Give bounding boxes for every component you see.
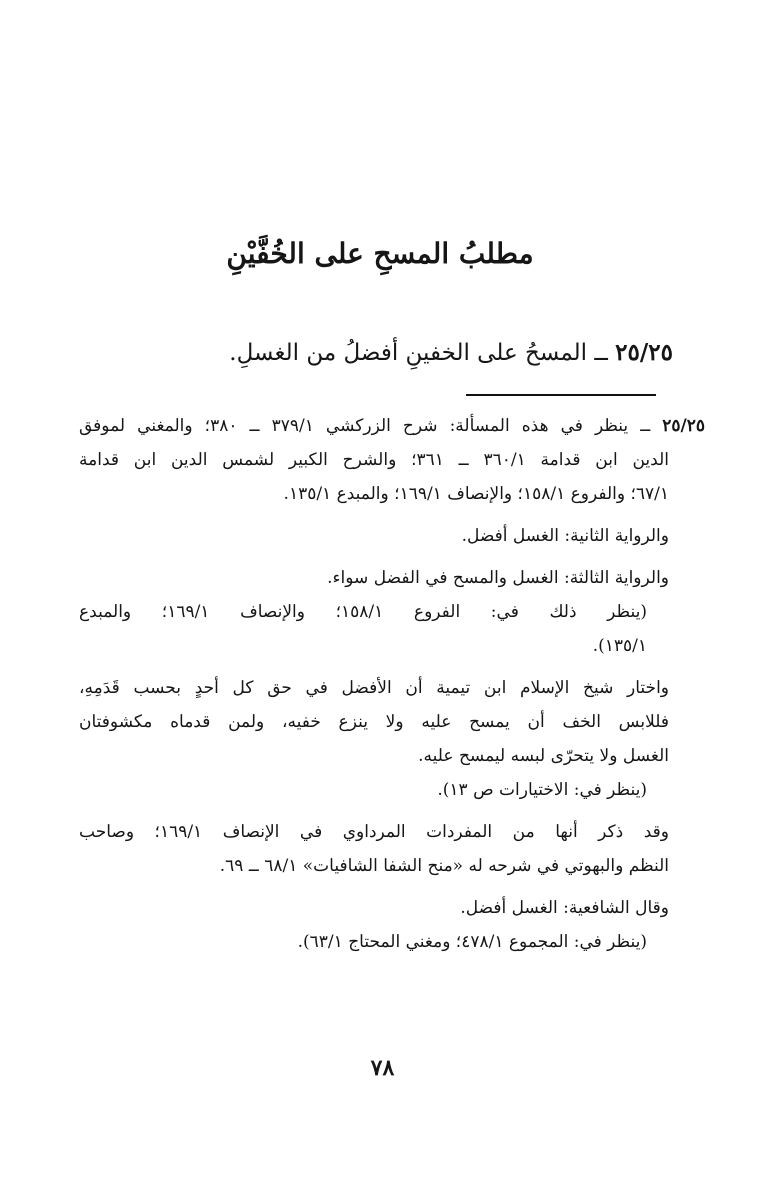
footnote-marker: ٢٥/٢٥ [662, 416, 706, 436]
main-ruling [73, 329, 673, 377]
main-ruling-text: المسحُ على الخفينِ أفضلُ من الغسلِ. [229, 340, 588, 366]
paragraph-line: فللابس الخف أن يمسح عليه ولا ينزع خفيه، ولمن قدماه مكشوفتان [79, 712, 669, 732]
main-ruling-number: ٢٥/٢٥ [615, 339, 673, 366]
main-ruling-dash: ــ [594, 340, 608, 366]
paragraph-narration-three [79, 561, 669, 595]
paragraph-line: (ينظر في: الاختيارات ص ١٣). [437, 780, 647, 800]
paragraph-mardawi [79, 815, 669, 883]
paragraph-shafiiyya [79, 891, 669, 959]
paragraph-line: وقد ذكر أنها من المفردات المرداوي في الإنصاف ١٦٩/١؛ وصاحب [79, 822, 669, 842]
paragraph-line: والرواية الثانية: الغسل أفضل. [461, 526, 669, 546]
footnote-separator [466, 394, 656, 396]
footnote-line-1 [79, 409, 705, 443]
footnote-line-3: ٦٧/١؛ والفروع ١٥٨/١؛ والإنصاف ١٦٩/١؛ والمبدع ١٣٥/١. [283, 484, 669, 504]
footnote-dash: ــ [640, 416, 651, 436]
footnote-block [79, 409, 706, 959]
page-number: ٧٨ [370, 1055, 395, 1081]
section-title: مطلبُ المسحِ على الخُفَّيْنِ [226, 237, 534, 270]
footnote-text-1: ينظر في هذه المسألة: شرح الزركشي ٣٧٩/١ ــ ٣٨٠؛ والمغني لموفق [79, 416, 629, 436]
paragraph-line: والرواية الثالثة: الغسل والمسح في الفضل سواء. [327, 568, 669, 588]
paragraph-line: واختار شيخ الإسلام ابن تيمية أن الأفضل في حق كل أحدٍ بحسب قَدَمِهِ، [79, 678, 669, 698]
paragraph-line: ١٣٥/١). [592, 636, 647, 656]
paragraph-line: (ينظر ذلك في: الفروع ١٥٨/١؛ والإنصاف ١٦٩/١؛ والمبدع [79, 602, 647, 622]
footnote-line-2: الدين ابن قدامة ٣٦٠/١ ــ ٣٦١؛ والشرح الكبير لشمس الدين ابن قدامة [79, 450, 669, 470]
paragraph-line: النظم والبهوتي في شرحه له «منح الشفا الشافيات» ٦٨/١ ــ ٦٩. [219, 856, 669, 876]
paragraph-line: وقال الشافعية: الغسل أفضل. [460, 898, 669, 918]
paragraph-line: (ينظر في: المجموع ٤٧٨/١؛ ومغني المحتاج ٦٣/١). [297, 932, 647, 952]
paragraph-ibn-taymiyya [79, 671, 669, 807]
paragraph-narration-two [79, 519, 669, 553]
paragraph-line: الغسل ولا يتحرّى لبسه ليمسح عليه. [418, 746, 669, 766]
paragraph-see-narration-three [79, 595, 669, 663]
